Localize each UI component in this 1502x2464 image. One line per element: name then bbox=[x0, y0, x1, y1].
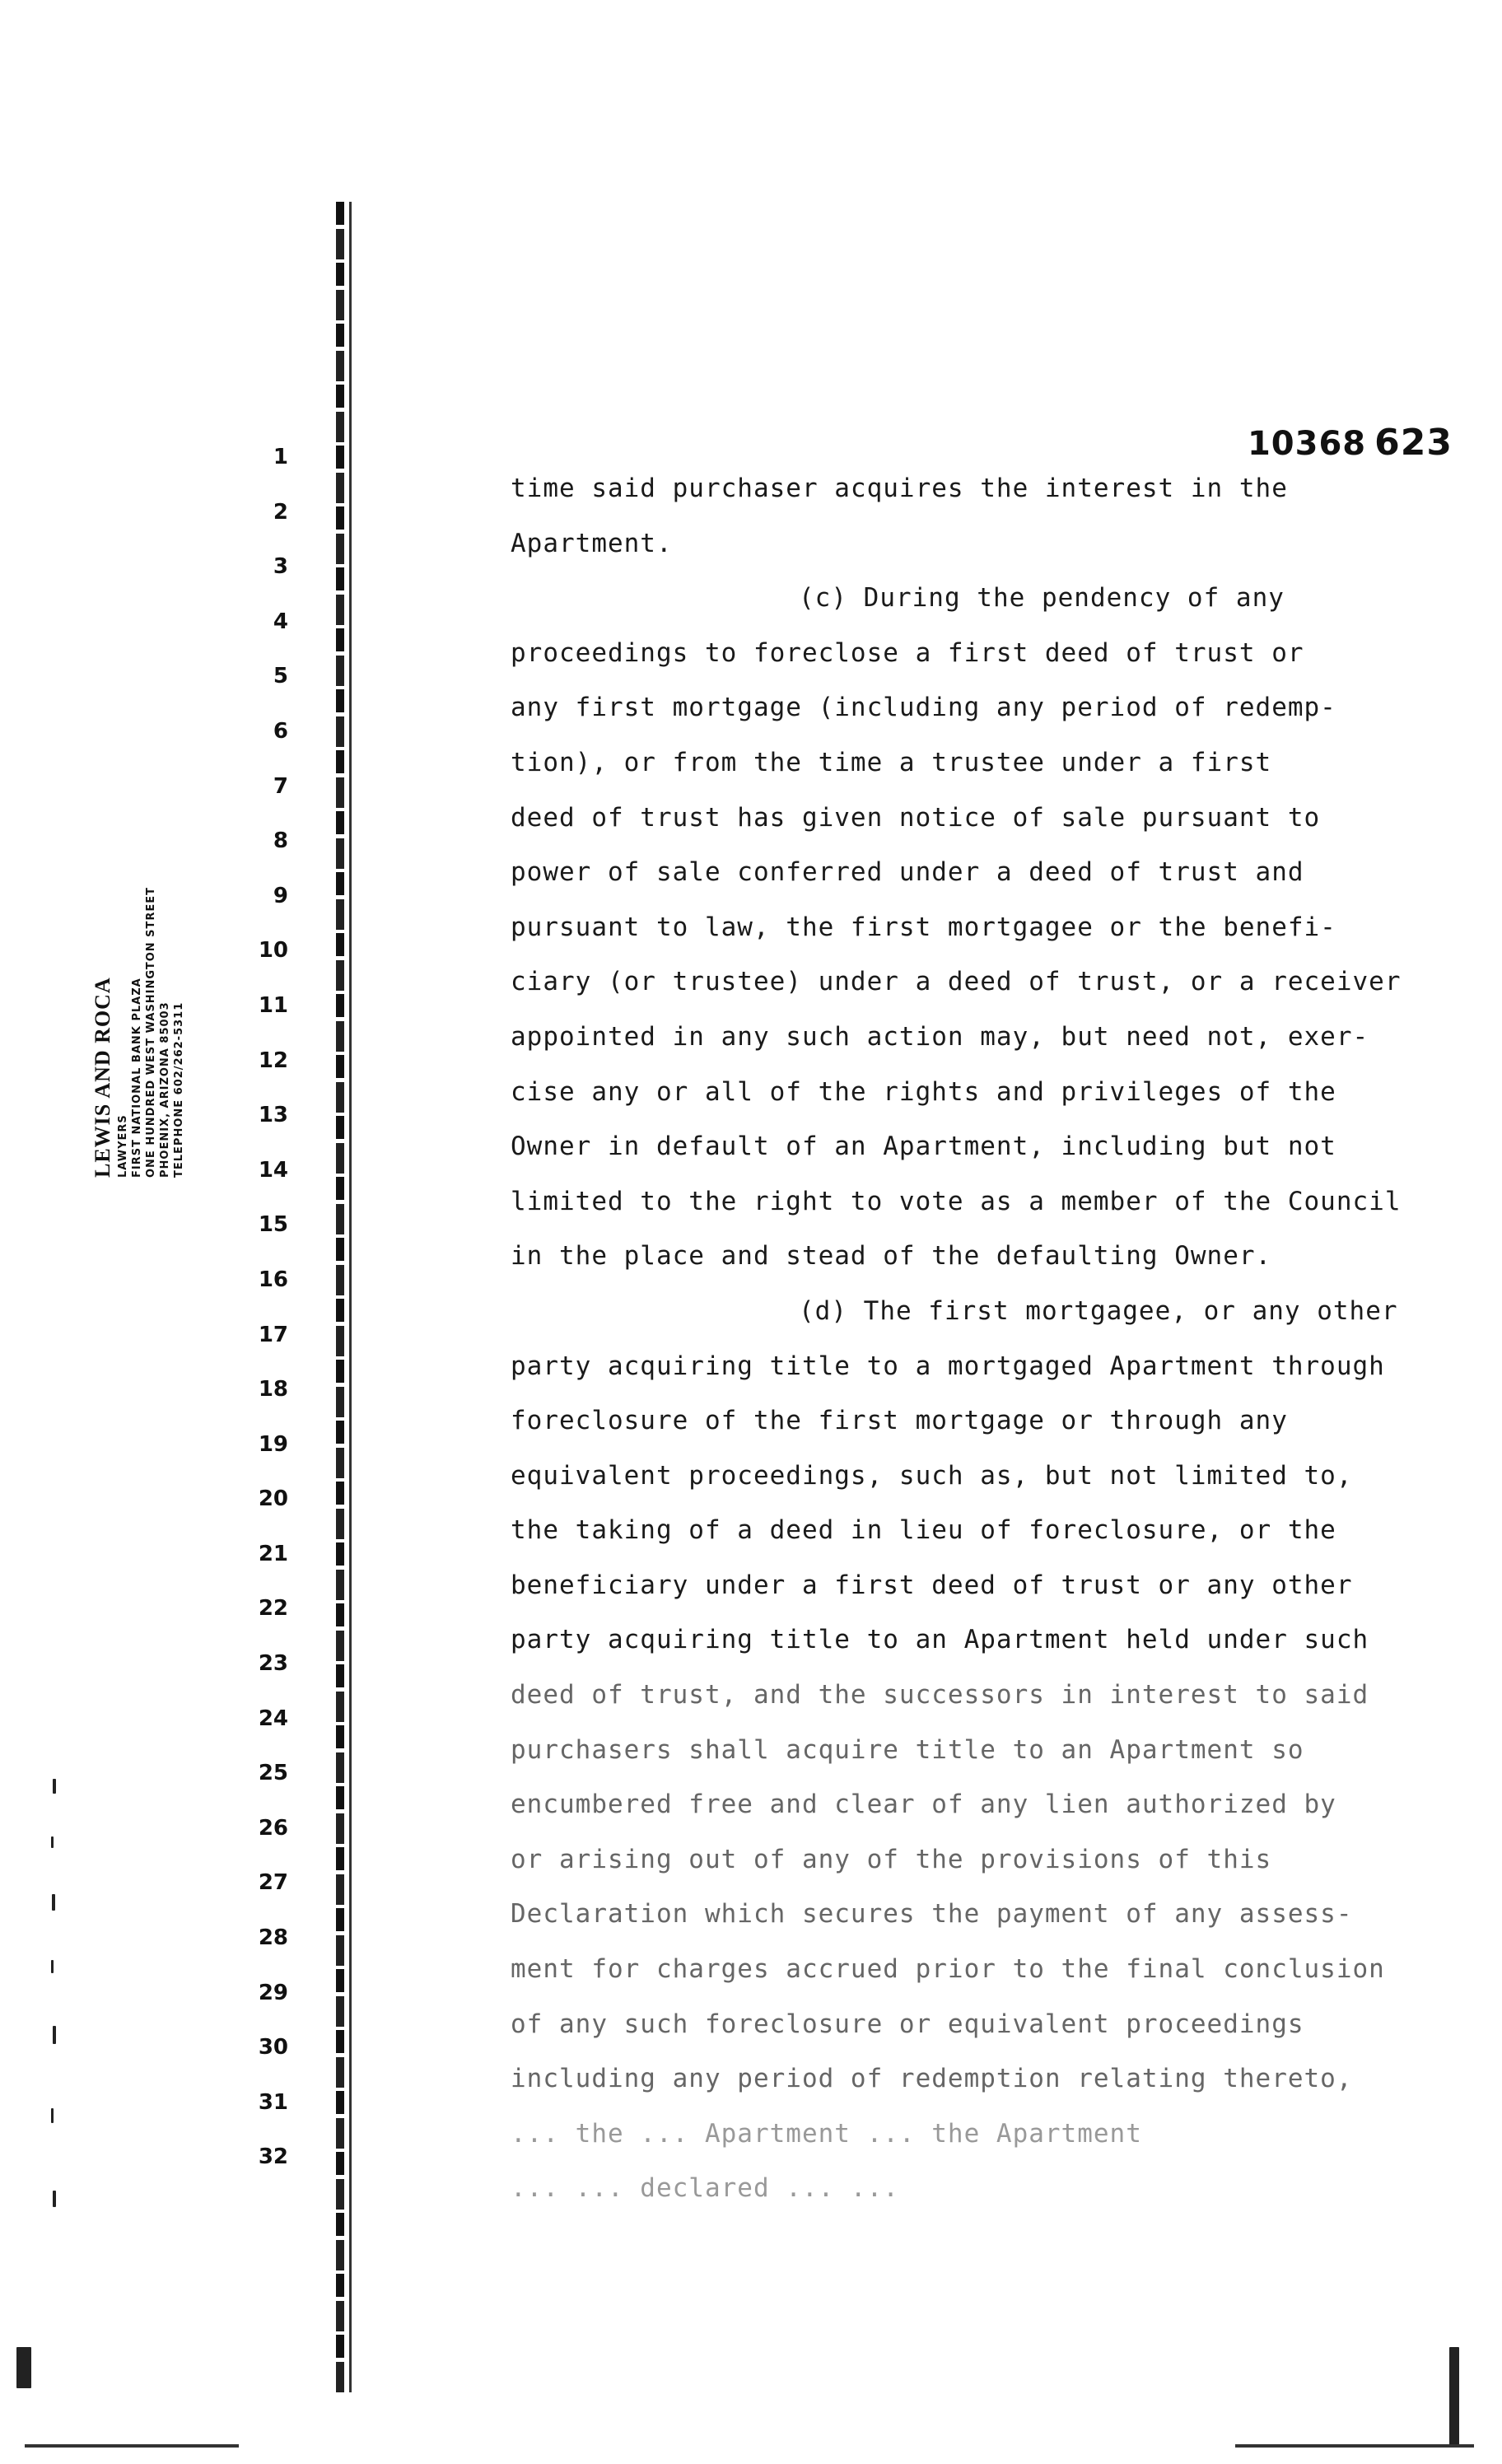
line-number: 10 bbox=[258, 938, 288, 964]
line-number: 20 bbox=[258, 1486, 288, 1512]
bottom-scan-edge bbox=[25, 2444, 239, 2448]
recording-stamp bbox=[1248, 422, 1453, 464]
text-line: or arising out of any of the provisions of this bbox=[511, 1844, 1272, 1874]
line-number: 2 bbox=[273, 499, 288, 525]
line-number: 5 bbox=[273, 664, 288, 689]
firm-line-2: LAWYERS bbox=[117, 1114, 129, 1178]
line-number: 11 bbox=[258, 992, 288, 1018]
line-number: 21 bbox=[258, 1541, 288, 1566]
text-line: foreclosure of the first mortgage or through any bbox=[511, 1406, 1288, 1436]
text-line: limited to the right to vote as a member of the Council bbox=[511, 1186, 1402, 1216]
line-number: 31 bbox=[258, 2089, 288, 2115]
line-number: 19 bbox=[258, 1431, 288, 1457]
line-number: 9 bbox=[273, 883, 288, 908]
bottom-scan-edge bbox=[1235, 2444, 1474, 2448]
text-line: (c) During the pendency of any bbox=[799, 583, 1285, 614]
text-line: ... the ... Apartment ... the Apartment bbox=[511, 2118, 1142, 2149]
text-line: Owner in default of an Apartment, including but not bbox=[511, 1132, 1336, 1162]
line-number: 25 bbox=[258, 1761, 288, 1786]
line-number: 27 bbox=[258, 1870, 288, 1896]
text-line: proceedings to foreclose a first deed of trust or bbox=[511, 637, 1304, 668]
text-line: of any such foreclosure or equivalent proceedings bbox=[511, 2009, 1304, 2039]
text-line: purchasers shall acquire title to an Apartment so bbox=[511, 1734, 1304, 1765]
line-number: 3 bbox=[273, 554, 288, 580]
text-line: in the place and stead of the defaulting Owner. bbox=[511, 1241, 1272, 1272]
line-numbers bbox=[206, 445, 288, 2200]
line-number: 23 bbox=[258, 1651, 288, 1677]
line-number: 28 bbox=[258, 1925, 288, 1951]
line-number: 30 bbox=[258, 2035, 288, 2060]
text-line: deed of trust has given notice of sale pursuant to bbox=[511, 802, 1321, 833]
line-number: 12 bbox=[258, 1048, 288, 1073]
scan-speck bbox=[51, 2108, 54, 2123]
line-number: 17 bbox=[258, 1322, 288, 1347]
firm-line-4: ONE HUNDRED WEST WASHINGTON STREET bbox=[145, 886, 157, 1178]
line-number: 29 bbox=[258, 1980, 288, 2005]
scan-speck bbox=[53, 2026, 56, 2044]
firm-name: LEWIS AND ROCA bbox=[91, 977, 114, 1178]
line-number: 4 bbox=[273, 609, 288, 634]
text-line: encumbered free and clear of any lien authorized by bbox=[511, 1790, 1336, 1820]
line-number: 15 bbox=[258, 1212, 288, 1238]
text-line: (d) The first mortgagee, or any other bbox=[799, 1295, 1398, 1326]
text-line: tion), or from the time a trustee under a first bbox=[511, 747, 1272, 777]
text-line: ment for charges accrued prior to the final conclusion bbox=[511, 1954, 1385, 1985]
text-line: beneficiary under a first deed of trust or any other bbox=[511, 1570, 1353, 1600]
line-number: 8 bbox=[273, 828, 288, 854]
firm-line-3: FIRST NATIONAL BANK PLAZA bbox=[131, 978, 143, 1178]
text-line: party acquiring title to an Apartment held under such bbox=[511, 1625, 1369, 1655]
line-number: 18 bbox=[258, 1377, 288, 1402]
line-number: 14 bbox=[258, 1157, 288, 1183]
line-number: 13 bbox=[258, 1103, 288, 1128]
line-number: 22 bbox=[258, 1596, 288, 1622]
scan-speck bbox=[16, 2347, 31, 2388]
page-number: 623 bbox=[1374, 422, 1453, 464]
line-number: 26 bbox=[258, 1815, 288, 1841]
line-number: 24 bbox=[258, 1706, 288, 1731]
scan-speck bbox=[51, 1960, 54, 1973]
text-line: the taking of a deed in lieu of foreclosure, or the bbox=[511, 1515, 1336, 1546]
text-line: deed of trust, and the successors in interest to said bbox=[511, 1680, 1369, 1710]
book-number: 10368 bbox=[1247, 425, 1367, 463]
line-number: 1 bbox=[273, 445, 288, 469]
text-line: any first mortgage (including any period of redemp- bbox=[511, 693, 1336, 723]
text-line: cise any or all of the rights and privileges of the bbox=[511, 1076, 1336, 1107]
text-line: ciary (or trustee) under a deed of trust, or a receiver bbox=[511, 967, 1402, 997]
scan-speck bbox=[53, 1779, 56, 1794]
scan-speck bbox=[1449, 2347, 1459, 2446]
text-line: equivalent proceedings, such as, but not limited to, bbox=[511, 1460, 1353, 1491]
scan-speck bbox=[52, 1894, 55, 1911]
text-line: Declaration which secures the payment of any assess- bbox=[511, 1899, 1353, 1930]
firm-line-5: PHOENIX, ARIZONA 85003 bbox=[159, 1001, 171, 1178]
text-line: power of sale conferred under a deed of trust and bbox=[511, 857, 1304, 888]
text-line: appointed in any such action may, but need not, exer- bbox=[511, 1021, 1369, 1052]
firm-line-6: TELEPHONE 602/262-5311 bbox=[173, 1001, 185, 1178]
body-text bbox=[511, 461, 1482, 2216]
text-line: ... ... declared ... ... bbox=[511, 2173, 899, 2204]
line-number: 7 bbox=[273, 773, 288, 799]
text-line: time said purchaser acquires the interest in the bbox=[511, 474, 1288, 503]
line-number: 32 bbox=[258, 2144, 288, 2170]
scan-speck bbox=[51, 1836, 54, 1848]
text-line: Apartment. bbox=[511, 528, 673, 558]
left-margin-rule-inner bbox=[349, 202, 352, 2392]
left-margin-rule bbox=[336, 202, 344, 2392]
text-line: pursuant to law, the first mortgagee or the benefi- bbox=[511, 912, 1336, 942]
scan-speck bbox=[53, 2191, 56, 2207]
line-number: 16 bbox=[258, 1267, 288, 1292]
line-number: 6 bbox=[273, 718, 288, 744]
text-line: including any period of redemption relating thereto, bbox=[511, 2064, 1353, 2094]
text-line: party acquiring title to a mortgaged Apartment through bbox=[511, 1351, 1385, 1381]
